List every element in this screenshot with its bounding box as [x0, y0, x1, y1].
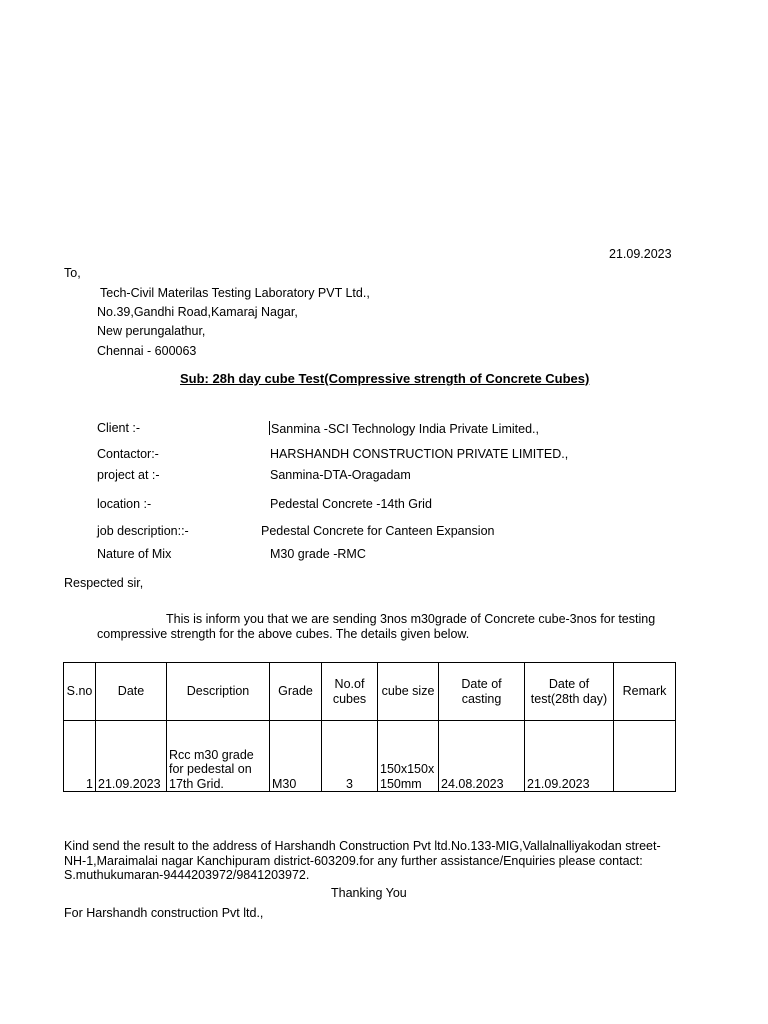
cell-sno: 1 — [64, 721, 96, 792]
cell-no-of-cubes: 3 — [322, 721, 378, 792]
letter-date: 21.09.2023 — [609, 247, 672, 261]
cell-date-of-test: 21.09.2023 — [525, 721, 614, 792]
subject-line: Sub: 28h day cube Test(Compressive strength of Concrete Cubes) — [180, 371, 590, 386]
table-header-row — [64, 663, 676, 721]
cell-date: 21.09.2023 — [96, 721, 167, 792]
location-label: location :- — [97, 497, 152, 511]
intro-line: compressive strength for the above cubes. The details given below. — [97, 627, 470, 641]
signoff: For Harshandh construction Pvt ltd., — [64, 906, 264, 920]
location-value: Pedestal Concrete -14th Grid — [270, 497, 432, 511]
job-description-value: Pedestal Concrete for Canteen Expansion — [261, 524, 495, 538]
header-sno: S.no — [64, 663, 96, 721]
address-line: Chennai - 600063 — [97, 344, 197, 358]
project-label: project at :- — [97, 468, 160, 482]
nature-of-mix-value: M30 grade -RMC — [270, 547, 366, 561]
result-request-paragraph: Kind send the result to the address of Harshandh Construction Pvt ltd.No.133-MIG,Vallalnalliyakodan street-NH-1,Maraimalai nagar Kanchipuram district-603209.for any further assistance/Enquiries please contact: S.muthukumaran-9444203972/9841203972. — [64, 839, 661, 882]
header-cube-size: cube size — [378, 663, 439, 721]
cell-cube-size: 150x150x 150mm — [378, 721, 439, 792]
header-date: Date — [96, 663, 167, 721]
header-grade: Grade — [270, 663, 322, 721]
cell-remark — [614, 721, 676, 792]
cell-description: Rcc m30 grade for pedestal on 17th Grid. — [167, 721, 270, 792]
contractor-value: HARSHANDH CONSTRUCTION PRIVATE LIMITED., — [270, 447, 569, 461]
to-label: To, — [64, 266, 81, 280]
cell-date-of-casting: 24.08.2023 — [439, 721, 525, 792]
header-remark: Remark — [614, 663, 676, 721]
header-date-of-test: Date of test(28th day) — [525, 663, 614, 721]
nature-of-mix-label: Nature of Mix — [97, 547, 172, 561]
contractor-label: Contactor:- — [97, 447, 159, 461]
table-row — [64, 721, 676, 792]
job-description-label: job description::- — [97, 524, 189, 538]
address-line: Tech-Civil Materilas Testing Laboratory PVT Ltd., — [100, 286, 370, 300]
cell-grade: M30 — [270, 721, 322, 792]
header-description: Description — [167, 663, 270, 721]
client-label: Client :- — [97, 421, 141, 435]
header-date-of-casting: Date of casting — [439, 663, 525, 721]
cube-test-table — [63, 662, 676, 792]
thanking-you: Thanking You — [331, 886, 407, 900]
project-value: Sanmina-DTA-Oragadam — [270, 468, 411, 482]
client-value: Sanmina -SCI Technology India Private Limited., — [271, 422, 539, 436]
text-cursor — [269, 421, 270, 435]
address-line: No.39,Gandhi Road,Kamaraj Nagar, — [97, 305, 298, 319]
header-no-of-cubes: No.of cubes — [322, 663, 378, 721]
address-line: New perungalathur, — [97, 324, 206, 338]
greeting: Respected sir, — [64, 576, 144, 590]
intro-line: This is inform you that we are sending 3nos m30grade of Concrete cube-3nos for testing — [166, 612, 656, 626]
